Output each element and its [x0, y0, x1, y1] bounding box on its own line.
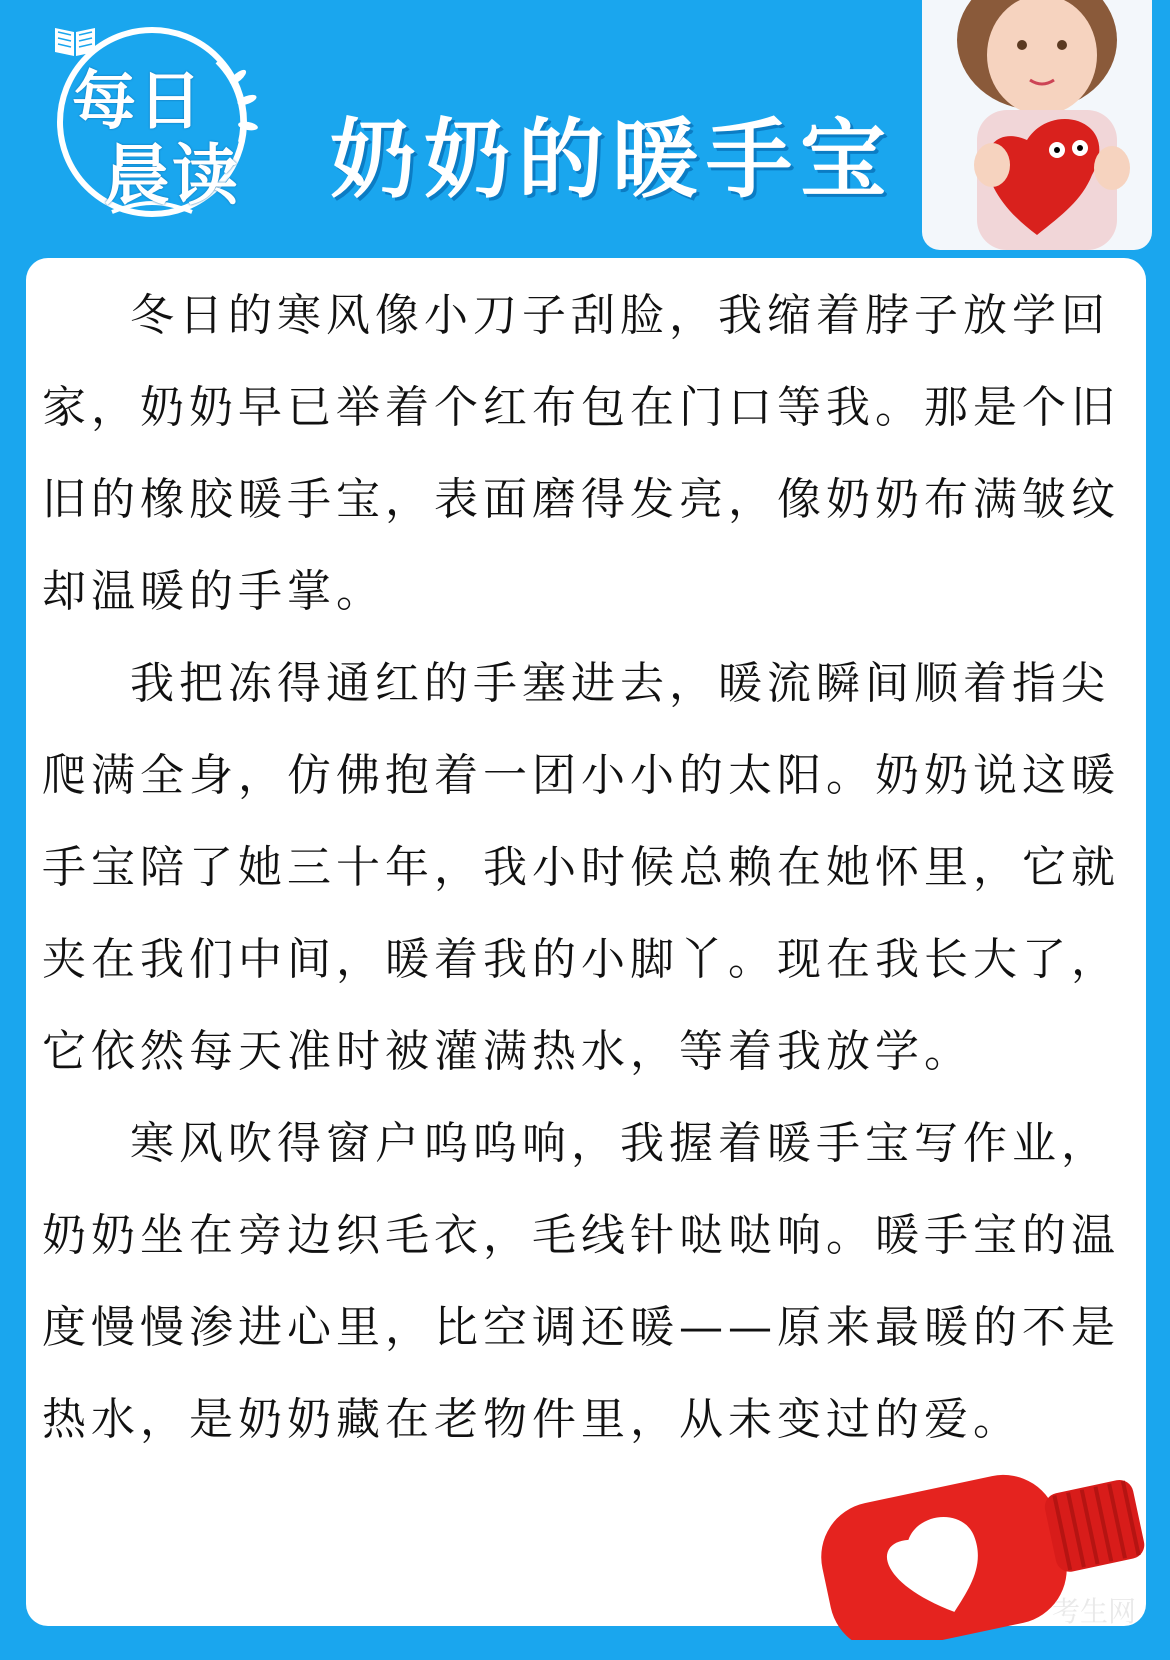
book-icon [52, 22, 98, 58]
child-holding-heart-photo [922, 0, 1152, 250]
daily-reading-badge [52, 22, 262, 232]
badge-line-morning-reading: 晨读 [104, 137, 240, 214]
paragraph-2: 我把冻得通红的手塞进去，暖流瞬间顺着指尖爬满全身，仿佛抱着一团小小的太阳。奶奶说这暖手宝陪了她三十年，我小时候总赖在她怀里，它就夹在我们中间，暖着我的小脚丫。现在我长大了，它依然每天准时被灌满热水，等着我放学。 [42, 658, 1120, 1077]
paragraph-3: 寒风吹得窗户呜呜响，我握着暖手宝写作业，奶奶坐在旁边织毛衣，毛线针哒哒响。暖手宝的温度慢慢渗进心里，比空调还暖——原来最暖的不是热水，是奶奶藏在老物件里，从未变过的爱。 [42, 1118, 1120, 1445]
page-title: 奶奶的暖手宝 [330, 109, 894, 210]
paragraph-1: 冬日的寒风像小刀子刮脸，我缩着脖子放学回家，奶奶早已举着个红布包在门口等我。那是个旧旧的橡胶暖手宝，表面磨得发亮，像奶奶布满皱纹却温暖的手掌。 [42, 290, 1120, 617]
watermark: 考生网 [1051, 1595, 1136, 1628]
badge-line-daily: 每日 [72, 65, 204, 139]
